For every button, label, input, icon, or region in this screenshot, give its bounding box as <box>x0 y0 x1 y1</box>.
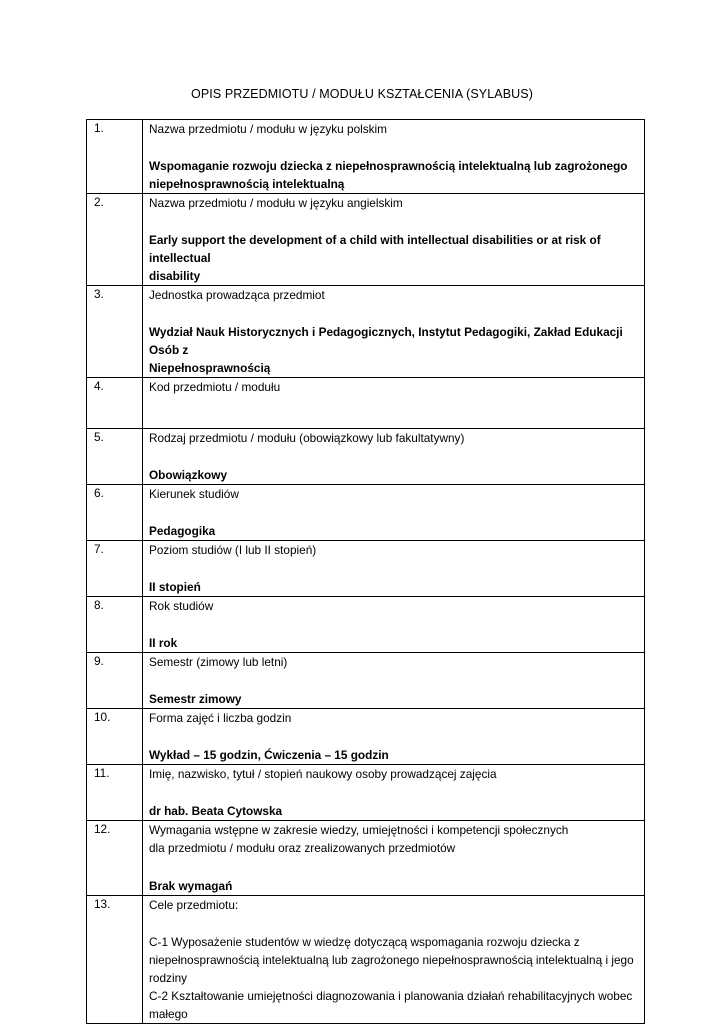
table-row <box>87 597 645 653</box>
row-label: Cele przedmiotu: <box>149 898 239 912</box>
row-label: Rok studiów <box>149 599 214 613</box>
row-label: Jednostka prowadząca przedmiot <box>149 288 325 302</box>
row-body <box>143 541 645 597</box>
row-number: 5. <box>87 429 143 485</box>
row-value: Wykład – 15 godzin, Ćwiczenia – 15 godzin <box>149 748 389 762</box>
row-value: disability <box>149 269 201 283</box>
row-body <box>143 120 645 194</box>
row-body <box>143 821 645 896</box>
row-number: 12. <box>87 821 143 896</box>
row-body <box>143 597 645 653</box>
row-body <box>143 896 645 1024</box>
table-row <box>87 485 645 541</box>
row-text-line: C-2 Kształtowanie umiejętności diagnozowania i planowania działań rehabilitacyjnych wobec małego <box>149 989 633 1021</box>
row-number: 13. <box>87 896 143 1024</box>
table-row <box>87 765 645 821</box>
row-text-line: C-1 Wyposażenie studentów w wiedzę dotyczącą wspomagania rozwoju dziecka z <box>149 935 580 949</box>
row-label: Poziom studiów (I lub II stopień) <box>149 543 317 557</box>
row-number: 9. <box>87 653 143 709</box>
row-value: niepełnosprawnością intelektualną <box>149 177 345 191</box>
row-number: 8. <box>87 597 143 653</box>
row-number: 6. <box>87 485 143 541</box>
row-label: Imię, nazwisko, tytuł / stopień naukowy osoby prowadzącej zajęcia <box>149 767 497 781</box>
row-value: Brak wymagań <box>149 879 233 893</box>
table-row <box>87 821 645 896</box>
row-label: Forma zajęć i liczba godzin <box>149 711 292 725</box>
row-body <box>143 194 645 286</box>
row-value: Niepełnosprawnością <box>149 361 271 375</box>
row-value: Wydział Nauk Historycznych i Pedagogicznych, Instytut Pedagogiki, Zakład Edukacji Osób z <box>149 325 623 357</box>
row-body <box>143 485 645 541</box>
row-label: Wymagania wstępne w zakresie wiedzy, umiejętności i kompetencji społecznych <box>149 823 569 837</box>
table-row <box>87 429 645 485</box>
table-row <box>87 896 645 1024</box>
row-value: Obowiązkowy <box>149 468 228 482</box>
row-number: 4. <box>87 378 143 429</box>
row-body <box>143 429 645 485</box>
row-text-line: niepełnosprawnością intelektualną lub zagrożonego niepełnosprawnością intelektualną i jego rodziny <box>149 953 634 985</box>
row-label: dla przedmiotu / modułu oraz zrealizowanych przedmiotów <box>149 841 456 855</box>
row-label: Kierunek studiów <box>149 487 239 501</box>
row-number: 11. <box>87 765 143 821</box>
page-title: OPIS PRZEDMIOTU / MODUŁU KSZTAŁCENIA (SYLABUS) <box>191 87 533 101</box>
table-row <box>87 653 645 709</box>
row-value: Early support the development of a child with intellectual disabilities or at risk of intellectual <box>149 233 601 265</box>
row-label: Semestr (zimowy lub letni) <box>149 655 288 669</box>
table-row <box>87 286 645 378</box>
table-row <box>87 709 645 765</box>
row-body <box>143 653 645 709</box>
row-value: Wspomaganie rozwoju dziecka z niepełnosprawnością intelektualną lub zagrożonego <box>149 159 628 173</box>
row-value: II rok <box>149 636 178 650</box>
row-body <box>143 286 645 378</box>
row-label: Rodzaj przedmiotu / modułu (obowiązkowy lub fakultatywny) <box>149 431 465 445</box>
table-row <box>87 194 645 286</box>
syllabus-table <box>86 119 645 1024</box>
row-value: Pedagogika <box>149 524 216 538</box>
table-row <box>87 541 645 597</box>
row-number: 10. <box>87 709 143 765</box>
row-value: II stopień <box>149 580 201 594</box>
row-value: Semestr zimowy <box>149 692 242 706</box>
table-row <box>87 120 645 194</box>
row-body <box>143 378 645 429</box>
row-label: Nazwa przedmiotu / modułu w języku angielskim <box>149 196 403 210</box>
table-row <box>87 378 645 429</box>
row-label: Kod przedmiotu / modułu <box>149 380 281 394</box>
row-number: 3. <box>87 286 143 378</box>
row-number: 1. <box>87 120 143 194</box>
row-number: 2. <box>87 194 143 286</box>
row-body <box>143 709 645 765</box>
row-body <box>143 765 645 821</box>
row-label: Nazwa przedmiotu / modułu w języku polskim <box>149 122 387 136</box>
row-value: dr hab. Beata Cytowska <box>149 804 283 818</box>
row-number: 7. <box>87 541 143 597</box>
